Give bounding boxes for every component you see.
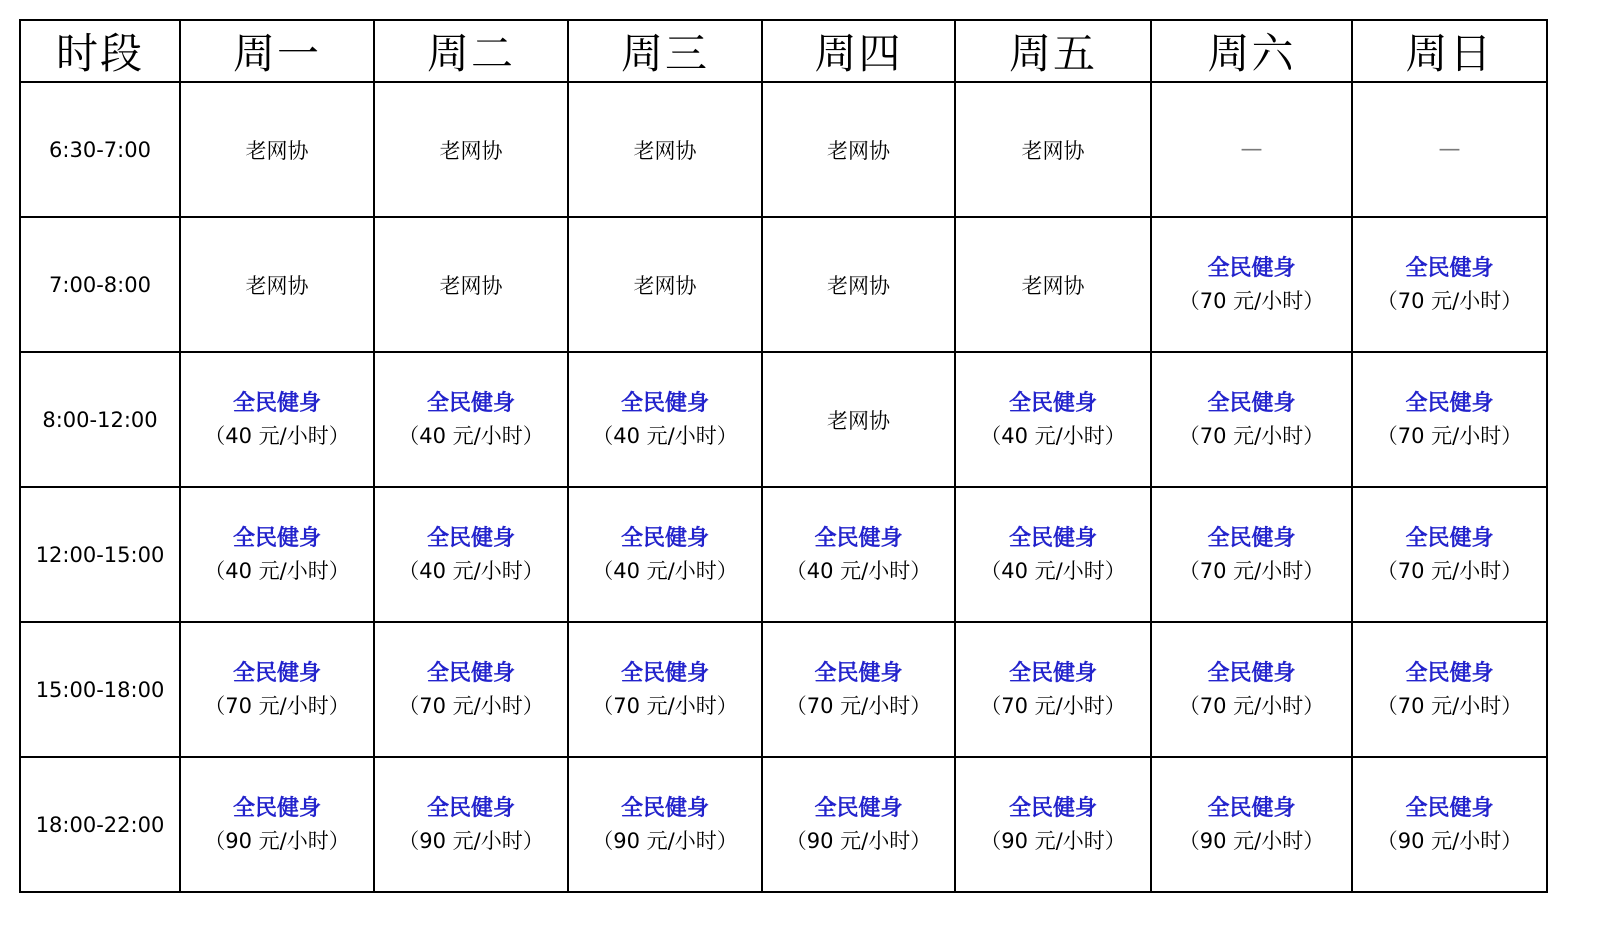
public-fitness-label: 全民健身 <box>426 660 515 686</box>
schedule-cell <box>1151 217 1352 352</box>
header-day-sun: 周日 <box>1352 20 1547 82</box>
public-fitness-label: 全民健身 <box>232 390 321 416</box>
schedule-cell <box>180 757 374 892</box>
header-day-thu: 周四 <box>762 20 955 82</box>
hourly-price: （40 元/小时） <box>592 558 738 583</box>
schedule-cell <box>180 82 374 217</box>
schedule-cell <box>955 352 1151 487</box>
schedule-cell <box>568 82 762 217</box>
public-fitness-label: 全民健身 <box>1008 660 1097 686</box>
public-fitness-label: 全民健身 <box>1207 660 1296 686</box>
public-fitness-label: 全民健身 <box>1405 390 1494 416</box>
schedule-cell <box>1151 757 1352 892</box>
time-slot-label: 7:00-8:00 <box>20 217 180 352</box>
hourly-price: （40 元/小时） <box>592 423 738 448</box>
schedule-cell <box>180 352 374 487</box>
table-row <box>20 217 1547 352</box>
time-slot-label: 6:30-7:00 <box>20 82 180 217</box>
hourly-price: （70 元/小时） <box>592 693 738 718</box>
schedule-cell <box>180 487 374 622</box>
hourly-price: （70 元/小时） <box>1178 423 1325 448</box>
public-fitness-label: 全民健身 <box>1405 525 1494 551</box>
schedule-cell <box>374 622 568 757</box>
public-fitness-label: 全民健身 <box>620 795 709 821</box>
public-fitness-label: 全民健身 <box>620 660 709 686</box>
table-row <box>20 622 1547 757</box>
hourly-price: （40 元/小时） <box>398 423 544 448</box>
hourly-price: （70 元/小时） <box>204 693 350 718</box>
hourly-price: （90 元/小时） <box>980 828 1126 853</box>
table-row <box>20 757 1547 892</box>
hourly-price: （70 元/小时） <box>1178 558 1325 583</box>
public-fitness-label: 全民健身 <box>1405 795 1494 821</box>
hourly-price: （40 元/小时） <box>980 423 1126 448</box>
schedule-cell <box>762 352 955 487</box>
schedule-body <box>20 82 1547 892</box>
hourly-price: （90 元/小时） <box>1178 828 1325 853</box>
club-reservation-label: 老网协 <box>827 138 890 163</box>
time-slot-label: 18:00-22:00 <box>20 757 180 892</box>
hourly-price: （70 元/小时） <box>1376 693 1523 718</box>
schedule-table <box>19 19 1548 893</box>
table-row <box>20 82 1547 217</box>
public-fitness-label: 全民健身 <box>232 660 321 686</box>
hourly-price: （40 元/小时） <box>980 558 1126 583</box>
time-slot-label: 12:00-15:00 <box>20 487 180 622</box>
header-day-mon: 周一 <box>180 20 374 82</box>
hourly-price: （90 元/小时） <box>204 828 350 853</box>
club-reservation-label: 老网协 <box>1021 273 1085 298</box>
table-row <box>20 487 1547 622</box>
public-fitness-label: 全民健身 <box>1405 660 1494 686</box>
hourly-price: （70 元/小时） <box>980 693 1126 718</box>
schedule-cell <box>374 757 568 892</box>
club-reservation-label: 老网协 <box>245 138 309 163</box>
schedule-cell <box>1151 487 1352 622</box>
header-day-sat: 周六 <box>1151 20 1352 82</box>
schedule-cell <box>955 82 1151 217</box>
public-fitness-label: 全民健身 <box>426 525 515 551</box>
schedule-cell <box>955 487 1151 622</box>
schedule-cell <box>955 622 1151 757</box>
hourly-price: （70 元/小时） <box>1376 558 1523 583</box>
club-reservation-label: 老网协 <box>245 273 309 298</box>
schedule-cell <box>180 217 374 352</box>
schedule-cell <box>1352 487 1547 622</box>
public-fitness-label: 全民健身 <box>1008 525 1097 551</box>
public-fitness-label: 全民健身 <box>1008 795 1097 821</box>
club-reservation-label: 老网协 <box>439 273 503 298</box>
schedule-cell <box>1151 622 1352 757</box>
public-fitness-label: 全民健身 <box>1008 390 1097 416</box>
schedule-cell <box>955 217 1151 352</box>
public-fitness-label: 全民健身 <box>814 660 903 686</box>
hourly-price: （70 元/小时） <box>398 693 544 718</box>
schedule-cell <box>762 82 955 217</box>
public-fitness-label: 全民健身 <box>232 795 321 821</box>
public-fitness-label: 全民健身 <box>814 795 903 821</box>
schedule-cell <box>568 622 762 757</box>
schedule-cell <box>1352 217 1547 352</box>
schedule-cell <box>1151 82 1352 217</box>
public-fitness-label: 全民健身 <box>1207 525 1296 551</box>
club-reservation-label: 老网协 <box>439 138 503 163</box>
hourly-price: （70 元/小时） <box>785 693 932 718</box>
hourly-price: （40 元/小时） <box>204 423 350 448</box>
schedule-cell <box>568 757 762 892</box>
hourly-price: （40 元/小时） <box>204 558 350 583</box>
schedule-cell <box>568 487 762 622</box>
club-reservation-label: 老网协 <box>827 273 890 298</box>
time-slot-label: 15:00-18:00 <box>20 622 180 757</box>
hourly-price: （40 元/小时） <box>785 558 932 583</box>
hourly-price: （90 元/小时） <box>1376 828 1523 853</box>
hourly-price: （40 元/小时） <box>398 558 544 583</box>
public-fitness-label: 全民健身 <box>426 390 515 416</box>
hourly-price: （70 元/小时） <box>1376 288 1523 313</box>
header-day-fri: 周五 <box>955 20 1151 82</box>
public-fitness-label: 全民健身 <box>1207 795 1296 821</box>
time-slot-label: 8:00-12:00 <box>20 352 180 487</box>
public-fitness-label: 全民健身 <box>232 525 321 551</box>
schedule-cell <box>762 217 955 352</box>
schedule-cell <box>1352 622 1547 757</box>
hourly-price: （70 元/小时） <box>1178 288 1325 313</box>
public-fitness-label: 全民健身 <box>814 525 903 551</box>
hourly-price: （70 元/小时） <box>1178 693 1325 718</box>
schedule-cell <box>374 352 568 487</box>
schedule-cell <box>374 217 568 352</box>
header-time-label: 时段 <box>20 20 180 82</box>
schedule-cell <box>180 622 374 757</box>
schedule-cell <box>568 217 762 352</box>
public-fitness-label: 全民健身 <box>1207 255 1296 281</box>
hourly-price: （90 元/小时） <box>398 828 544 853</box>
header-day-wed: 周三 <box>568 20 762 82</box>
hourly-price: （70 元/小时） <box>1376 423 1523 448</box>
public-fitness-label: 全民健身 <box>620 390 709 416</box>
schedule-cell <box>955 757 1151 892</box>
schedule-cell <box>568 352 762 487</box>
header-day-tue: 周二 <box>374 20 568 82</box>
public-fitness-label: 全民健身 <box>426 795 515 821</box>
header-row <box>20 20 1547 82</box>
public-fitness-label: 全民健身 <box>620 525 709 551</box>
table-row <box>20 352 1547 487</box>
hourly-price: （90 元/小时） <box>785 828 932 853</box>
club-reservation-label: 老网协 <box>633 273 697 298</box>
unavailable-dash: — <box>1438 137 1461 162</box>
schedule-cell <box>374 487 568 622</box>
schedule-cell <box>1352 352 1547 487</box>
unavailable-dash: — <box>1240 137 1263 162</box>
schedule-cell <box>762 622 955 757</box>
schedule-cell <box>762 487 955 622</box>
club-reservation-label: 老网协 <box>633 138 697 163</box>
schedule-cell <box>1352 82 1547 217</box>
schedule-cell <box>762 757 955 892</box>
schedule-cell <box>374 82 568 217</box>
public-fitness-label: 全民健身 <box>1405 255 1494 281</box>
public-fitness-label: 全民健身 <box>1207 390 1296 416</box>
schedule-cell <box>1352 757 1547 892</box>
hourly-price: （90 元/小时） <box>592 828 738 853</box>
club-reservation-label: 老网协 <box>827 408 890 433</box>
schedule-cell <box>1151 352 1352 487</box>
club-reservation-label: 老网协 <box>1021 138 1085 163</box>
